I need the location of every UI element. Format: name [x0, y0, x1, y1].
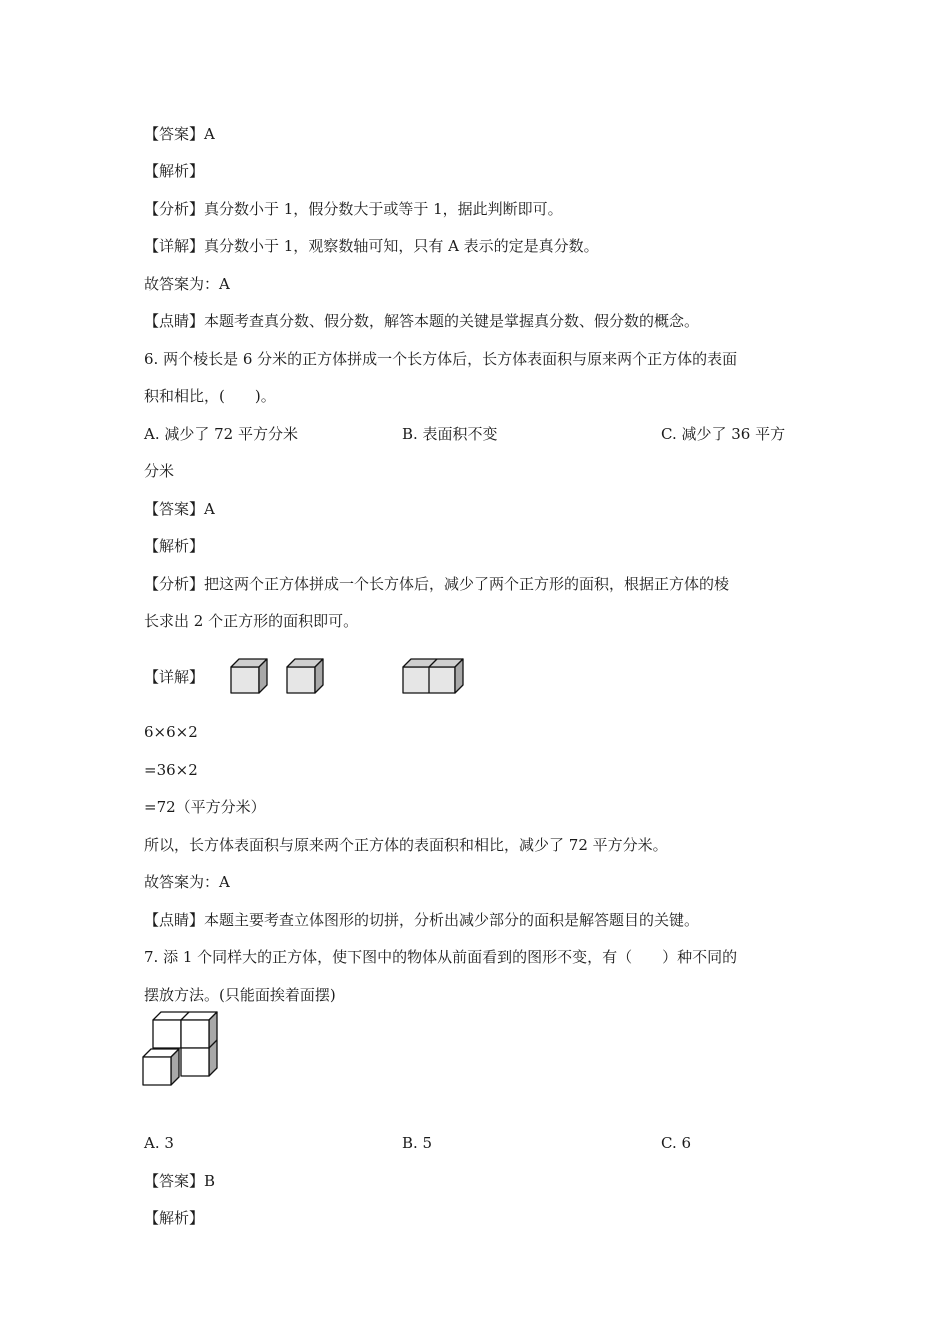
q6-stem-line1: 6. 两个棱长是 6 分米的正方体拼成一个长方体后，长方体表面积与原来两个正方体的表面	[144, 350, 738, 368]
q6-answer: 【答案】A	[144, 500, 215, 518]
q6-calc3: =72（平方分米）	[144, 798, 266, 816]
cube-2	[287, 659, 323, 693]
q6-summary: 所以，长方体表面积与原来两个正方体的表面积和相比，减少了 72 平方分米。	[144, 836, 668, 854]
q5-conclusion: 故答案为：A	[144, 275, 230, 293]
q7-option-b: B. 5	[402, 1134, 433, 1152]
q5-answer: 【答案】A	[144, 125, 215, 143]
q6-option-c-wrap: 分米	[144, 462, 175, 480]
q6-dianjing: 【点睛】本题主要考查立体图形的切拼，分析出减少部分的面积是解答题目的关键。	[144, 911, 700, 929]
q6-option-a: A. 减少了 72 平方分米	[144, 425, 298, 443]
q6-conclusion: 故答案为：A	[144, 873, 230, 891]
q5-dianjing: 【点睛】本题考查真分数、假分数，解答本题的关键是掌握真分数、假分数的概念。	[144, 312, 700, 330]
q6-cuboid-figure	[397, 655, 471, 697]
q6-fenxi-line2: 长求出 2 个正方形的面积即可。	[144, 612, 359, 630]
q6-two-cubes-figure	[225, 655, 335, 697]
q6-calc2: =36×2	[144, 761, 198, 779]
q5-analysis-heading: 【解析】	[144, 162, 205, 180]
q6-fenxi-line1: 【分析】把这两个正方体拼成一个长方体后，减少了两个正方形的面积，根据正方体的棱	[144, 575, 730, 593]
cube-1	[231, 659, 267, 693]
q6-xiangjie-label: 【详解】	[144, 668, 205, 686]
q7-option-c: C. 6	[661, 1134, 692, 1152]
q7-answer: 【答案】B	[144, 1172, 216, 1190]
q6-stem-line2: 积和相比，( )。	[144, 387, 276, 405]
q5-fenxi: 【分析】真分数小于 1，假分数大于或等于 1，据此判断即可。	[144, 200, 563, 218]
q7-analysis-heading: 【解析】	[144, 1209, 205, 1227]
q6-option-c: C. 减少了 36 平方	[661, 425, 786, 443]
q5-xiangjie: 【详解】真分数小于 1，观察数轴可知，只有 A 表示的定是真分数。	[144, 237, 599, 255]
q6-option-b: B. 表面积不变	[402, 425, 498, 443]
q6-analysis-heading: 【解析】	[144, 537, 205, 555]
q7-stem-line1: 7. 添 1 个同样大的正方体，使下图中的物体从前面看到的图形不变，有（ ）种不同的	[144, 948, 738, 966]
q6-calc1: 6×6×2	[144, 723, 198, 741]
q7-cube-stack-figure	[140, 1008, 222, 1088]
q7-stem-line2: 摆放方法。(只能面挨着面摆)	[144, 986, 336, 1004]
q7-option-a: A. 3	[144, 1134, 174, 1152]
